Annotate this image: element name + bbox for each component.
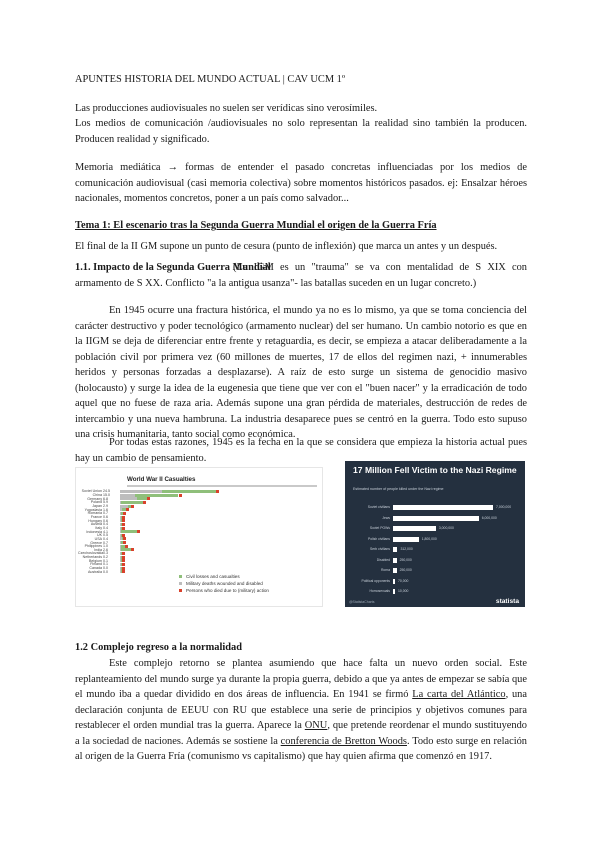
- chart-category-label: Poland: [90, 500, 102, 505]
- chart-bar: [393, 516, 479, 521]
- bar-genocide: [122, 559, 125, 562]
- chart-value-label: 0.4: [103, 536, 108, 541]
- chart-category-label: Philippines: [84, 544, 102, 549]
- chart-category-label: China: [92, 493, 102, 498]
- chart-title: World War II Casualties: [127, 476, 196, 483]
- chart-category-label: France: [90, 514, 102, 519]
- legend-swatch: [179, 582, 182, 585]
- chart-bar: [393, 568, 397, 573]
- bar-genocide: [122, 552, 125, 555]
- bar-genocide: [126, 508, 129, 511]
- chart-value-label: 2.6: [103, 547, 108, 552]
- ww2-casualties-chart: [75, 467, 323, 607]
- chart-category-label: Australia: [88, 569, 102, 574]
- chart-category-label: Homosexuals: [369, 589, 390, 593]
- nazi-victims-chart: [345, 461, 525, 607]
- chart-category-label: Indonesia: [86, 529, 102, 534]
- chart-value-label: 1.6: [103, 507, 108, 512]
- chart-value-label: 0.0: [103, 569, 108, 574]
- bar-civil: [121, 548, 131, 551]
- bar-genocide: [122, 519, 125, 522]
- chart-value-label: 312,000: [400, 547, 413, 551]
- legend-label: Military deaths wounded and disabled: [186, 581, 263, 586]
- bar-civil: [135, 494, 179, 497]
- chart-category-label: Polish civilians: [367, 536, 390, 541]
- chart-value-label: 0.1: [103, 558, 108, 563]
- chart-category-label: Netherlands: [82, 555, 102, 560]
- chart-subtitle-bar: [127, 485, 317, 487]
- bar-genocide: [122, 570, 125, 573]
- section-1-1-heading: 1.1. Impacto de la Segunda Guerra Mundial: [75, 262, 271, 273]
- chart-category-label: Soviet civilians: [367, 505, 390, 509]
- chart-value-label: 0.5: [103, 533, 108, 538]
- text-run: , que pretende reordenar el mundo sustituyendo a la sociedad de naciones. Además se sostiene la: [75, 720, 527, 747]
- chart-category-label: Germany: [87, 496, 102, 501]
- bar-genocide: [122, 563, 125, 566]
- bar-civil: [121, 530, 137, 533]
- text-run: Este complejo retorno se plantea asumiendo que hace falta un nuevo orden social. Este replanteamiento del mundo surge ya durante la propia guerra, debido a que ya antes de empezar se sabía que el mundo iba a quedar dividido en dos áreas de influencia. En 1941 se firmó: [75, 658, 527, 700]
- bar-genocide: [137, 530, 140, 533]
- chart-category-label: Austria: [90, 522, 102, 527]
- section-1-2-paragraph: [75, 656, 527, 765]
- bar-genocide: [122, 534, 125, 537]
- chart-value-label: 0.7: [103, 511, 108, 516]
- chart-value-label: 0.0: [103, 566, 108, 571]
- chart-category-label: Finland: [90, 562, 102, 567]
- chart-category-label: Hungary: [88, 518, 102, 523]
- chart-source: @StatistaCharts: [349, 600, 375, 604]
- chart-value-label: 10,000: [398, 589, 409, 593]
- link-bretton-woods[interactable]: conferencia de Bretton Woods: [280, 735, 407, 747]
- chart-value-label: 5.9: [103, 500, 108, 505]
- chart-value-label: 7,000,000: [496, 505, 512, 509]
- section-1-1-paragraph-1: (La IGM es un "trauma" se va con mentalidad de S XIX con armamento de S XX. Conflicto "a la antigua usanza"- las batallas suceden en un lugar concreto.): [75, 262, 527, 289]
- legend-label: Persons who died due to (military) action: [186, 588, 269, 593]
- chart-bar: [393, 526, 436, 531]
- chart-value-label: 6,000,000: [481, 515, 497, 520]
- intro-paragraph-2: Los medios de comunicación /audiovisuales no solo representan la realidad sino también la producen. Producen realidad y significado.: [75, 118, 527, 145]
- chart-category-label: UK: [97, 533, 102, 538]
- legend-item-military: [179, 581, 263, 586]
- chart-value-label: 1.0: [103, 544, 108, 549]
- legend-swatch: [179, 575, 182, 578]
- chart-subtitle: Estimated number of people killed under the Nazi regime: [353, 487, 444, 491]
- text-run: , una declaración conjunta de EEUU con RU que establece una serie de principios y objetivos comunes para restablecer el orden mundial tras la guerra. Aparece la: [75, 689, 527, 731]
- bar-genocide: [122, 567, 125, 570]
- bar-genocide: [216, 490, 219, 493]
- chart-value-label: 3,000,000: [438, 526, 454, 530]
- chart-value-label: 0.6: [103, 514, 108, 519]
- chart-bar: [393, 579, 395, 584]
- chart-value-label: 24.5: [103, 489, 110, 494]
- chart-bar: [393, 589, 395, 594]
- chart-value-label: 0.1: [103, 562, 108, 567]
- chart-value-label: 0.4: [103, 525, 108, 530]
- chart-category-label: Roma: [380, 568, 390, 572]
- chart-category-label: Soviet POWs: [369, 526, 390, 530]
- intro-paragraph-3: Memoria mediática → formas de entender el pasado concretas influenciadas por los medios de comunicación audiovisual (casi memoria colectiva) sobre momentos históricos pasados. ej: Ensalzar héroes nacionales, momentos concretos, poner a un país como salvador...: [75, 162, 527, 204]
- link-carta-atlantico[interactable]: La carta del Atlántico: [412, 689, 506, 700]
- bar-genocide: [122, 556, 125, 559]
- chart-category-label: Yugoslavia: [84, 507, 102, 512]
- chart-value-label: 0.3: [103, 551, 108, 556]
- chart-value-label: 15.0: [103, 493, 110, 498]
- link-onu[interactable]: ONU: [304, 720, 328, 731]
- chart-category-label: Japan: [92, 504, 102, 508]
- chart-value-label: 0.6: [103, 518, 108, 523]
- chart-category-label: USA: [94, 536, 102, 541]
- chart-bar: [393, 558, 397, 563]
- legend-label: Civil losses and casualties: [186, 574, 240, 579]
- chart-value-label: 6.8: [103, 496, 108, 501]
- bar-genocide: [123, 541, 126, 544]
- legend-item-civil: [179, 574, 240, 579]
- chart-category-label: Czechoslovakia: [78, 551, 104, 556]
- chart-category-label: Italy: [95, 525, 102, 530]
- chart-value-label: 2.9: [103, 504, 108, 508]
- intro-paragraph-1: Las producciones audiovisuales no suelen ser verídicas sino verosímiles.: [75, 103, 378, 114]
- section-1-1-paragraph-3: Por todas estas razones, 1945 es la fecha en la que se considera que empieza la historia actual pues hay un cambio de pensamiento.: [75, 437, 527, 464]
- chart-value-label: 4.1: [103, 529, 108, 534]
- chart-value-label: 0.7: [103, 540, 108, 545]
- bar-military: [120, 494, 135, 497]
- bar-military: [120, 490, 162, 493]
- text-run: . Todo esto surge en relación al origen de la Guerra Fría (comunismo vs capitalismo) que hay quien afirma que comenzó en 1917.: [75, 735, 527, 762]
- bar-genocide: [131, 548, 134, 551]
- bar-civil: [121, 501, 143, 504]
- document-header: APUNTES HISTORIA DEL MUNDO ACTUAL | CAV UCM 1º: [75, 74, 346, 85]
- bar-genocide: [143, 501, 146, 504]
- bar-genocide: [122, 523, 125, 526]
- chart-value-label: 70,000: [398, 578, 409, 583]
- chart-value-label: 1,800,000: [421, 536, 437, 541]
- chart-value-label: 0.2: [103, 555, 108, 560]
- chart-category-label: India: [94, 547, 102, 552]
- chart-category-label: Canada: [89, 566, 102, 571]
- statista-logo: statista: [495, 598, 519, 605]
- chart-bar: [393, 547, 397, 552]
- bar-genocide: [123, 512, 126, 515]
- tema1-intro: El final de la II GM supone un punto de cesura (punto de inflexión) que marca un antes y un después.: [75, 241, 498, 252]
- chart-category-label: Soviet Union: [81, 489, 102, 494]
- chart-bar: [393, 505, 493, 510]
- chart-category-label: Greece: [90, 540, 102, 545]
- bar-genocide: [147, 497, 150, 500]
- bar-civil: [137, 497, 147, 500]
- bar-military: [120, 497, 137, 500]
- chart-category-label: Romania: [87, 511, 102, 516]
- bar-genocide: [122, 516, 125, 519]
- chart-category-label: Jews: [382, 515, 390, 520]
- tema1-title: Tema 1: El escenario tras la Segunda Guerra Mundial el origen de la Guerra Fría: [75, 220, 437, 231]
- chart-category-label: Serb civilians: [370, 547, 390, 551]
- chart-value-label: 250,000: [399, 557, 412, 562]
- chart-category-label: Belgium: [89, 558, 102, 563]
- bar-genocide: [131, 505, 134, 508]
- section-1-1-paragraph-2: En 1945 ocurre una fractura histórica, el mundo ya no es lo mismo, ya que se toma conciencia del carácter destructivo y poder tecnológico (armamento nuclear) del ser humano. Un cambio notorio es que en la IIGM se deja de diferenciar entre frente y retaguardia, es decir, se empieza a atacar deliberadamente a la población civil por primera vez (60 millones de muertes, 17 de ellos del regimen nazi, + innumerables heridos y personas forzadas a desplazarse). A raíz de esto surge un sistema de genocidio masivo (holocausto) y surge la idea de la eugenesia que tiene que ver con el "buen nacer" y la erradicación de todo aquel que no fuese de raza aria. Además supone una gran pérdida de materiales, destrucción de redes de intercambio y una nueva hambruna. La industria desaparece pues se centró en la guerra. Todo esto supuso una crisis humanitaria, tanto social como económica.: [75, 305, 527, 440]
- bar-civil: [162, 490, 216, 493]
- chart-value-label: 0.4: [103, 522, 108, 527]
- legend-item-genocide: [179, 588, 269, 593]
- bar-genocide: [123, 537, 126, 540]
- legend-swatch: [179, 589, 182, 592]
- chart-bar: [393, 537, 419, 542]
- chart-category-label: Political opponents: [361, 578, 390, 583]
- bar-genocide: [122, 527, 125, 530]
- section-1-2-heading: 1.2 Complejo regreso a la normalidad: [75, 642, 243, 653]
- chart-category-label: Disabled: [376, 557, 390, 562]
- chart-title: 17 Million Fell Victim to the Nazi Regime: [353, 465, 517, 475]
- chart-value-label: 250,000: [399, 568, 412, 572]
- bar-genocide: [125, 545, 128, 548]
- bar-military: [120, 505, 128, 508]
- bar-genocide: [179, 494, 182, 497]
